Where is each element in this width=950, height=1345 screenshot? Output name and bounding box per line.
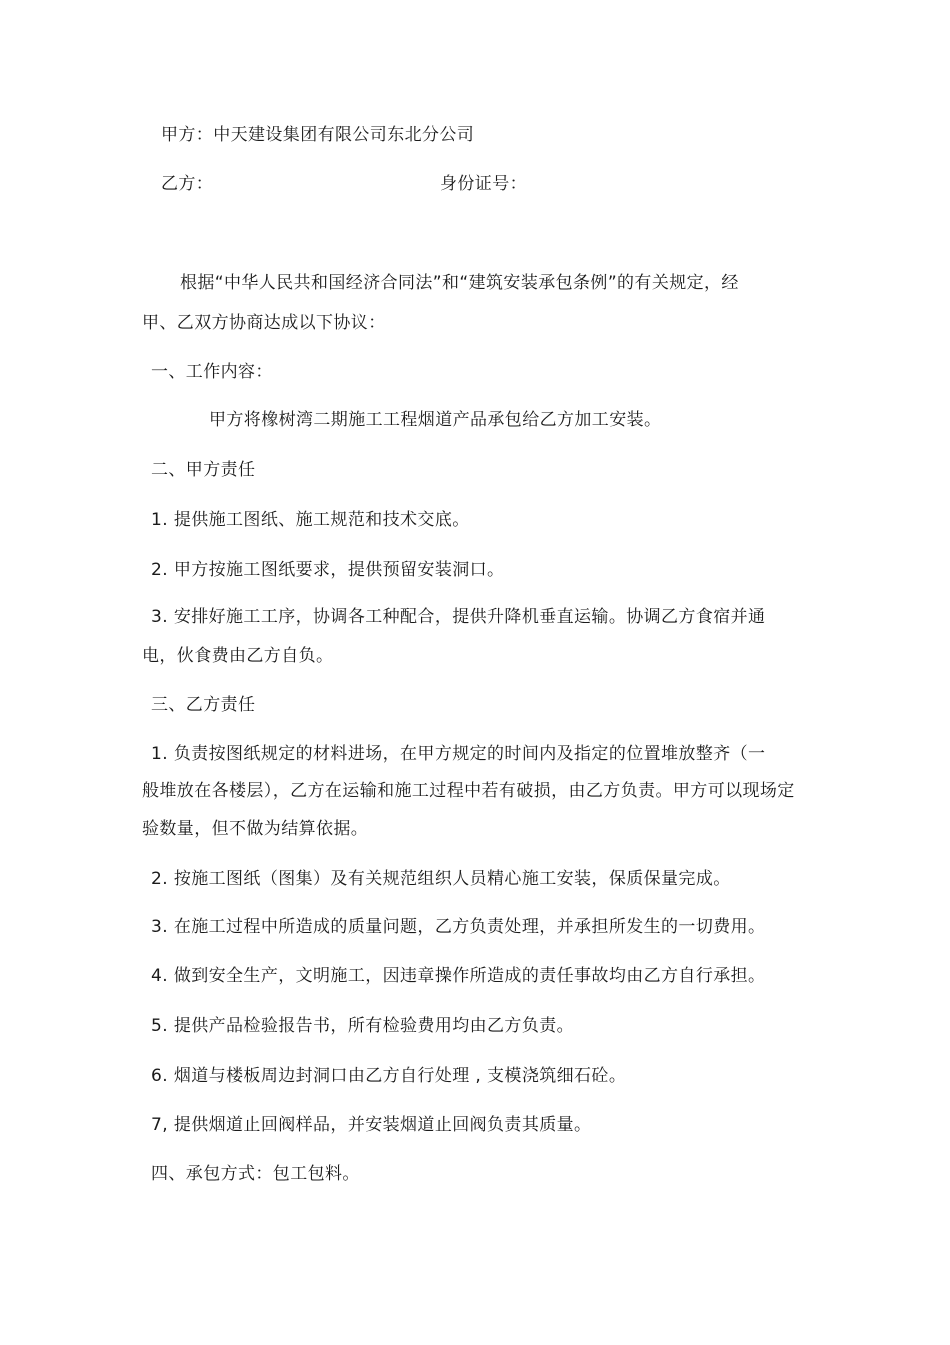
intro-line-2: 甲、乙双方协商达成以下协议：	[142, 313, 386, 333]
section-1-body: 甲方将橡树湾二期施工工程烟道产品承包给乙方加工安装。	[209, 410, 662, 430]
section-2-item-1: 1. 提供施工图纸、施工规范和技术交底。	[151, 510, 470, 530]
section-3-item-7: 7, 提供烟道止回阀样品，并安装烟道止回阀负责其质量。	[151, 1115, 592, 1135]
section-3-item-4: 4. 做到安全生产，文明施工，因违章操作所造成的责任事故均由乙方自行承担。	[151, 966, 766, 986]
section-2-item-3-line-1: 3. 安排好施工工序，协调各工种配合，提供升降机垂直运输。协调乙方食宿并通	[151, 607, 766, 627]
section-3-item-1-line-1: 1. 负责按图纸规定的材料进场，在甲方规定的时间内及指定的位置堆放整齐（一	[151, 744, 766, 764]
section-3-item-2: 2. 按施工图纸（图集）及有关规范组织人员精心施工安装，保质保量完成。	[151, 869, 731, 889]
party-b-label: 乙方：	[161, 174, 214, 194]
id-number-label: 身份证号：	[440, 174, 527, 194]
section-1-heading: 一、工作内容：	[151, 362, 273, 382]
party-a-line: 甲方：中天建设集团有限公司东北分公司	[161, 125, 475, 145]
section-4-heading: 四、承包方式：包工包料。	[151, 1164, 360, 1184]
section-3-heading: 三、乙方责任	[151, 695, 256, 715]
section-3-item-3: 3. 在施工过程中所造成的质量问题，乙方负责处理，并承担所发生的一切费用。	[151, 917, 766, 937]
section-3-item-1-line-2: 般堆放在各楼层），乙方在运输和施工过程中若有破损，由乙方负责。甲方可以现场定	[142, 781, 795, 801]
section-2-item-3-line-2: 电，伙食费由乙方自负。	[142, 646, 334, 666]
section-3-item-6: 6. 烟道与楼板周边封洞口由乙方自行处理 , 支模浇筑细石砼。	[151, 1066, 627, 1086]
section-3-item-5: 5. 提供产品检验报告书，所有检验费用均由乙方负责。	[151, 1016, 575, 1036]
section-3-item-1-line-3: 验数量，但不做为结算依据。	[142, 819, 369, 839]
intro-line-1: 根据“中华人民共和国经济合同法”和“建筑安装承包条例”的有关规定，经	[180, 273, 739, 293]
section-2-item-2: 2. 甲方按施工图纸要求，提供预留安装洞口。	[151, 560, 505, 580]
section-2-heading: 二、甲方责任	[151, 460, 256, 480]
